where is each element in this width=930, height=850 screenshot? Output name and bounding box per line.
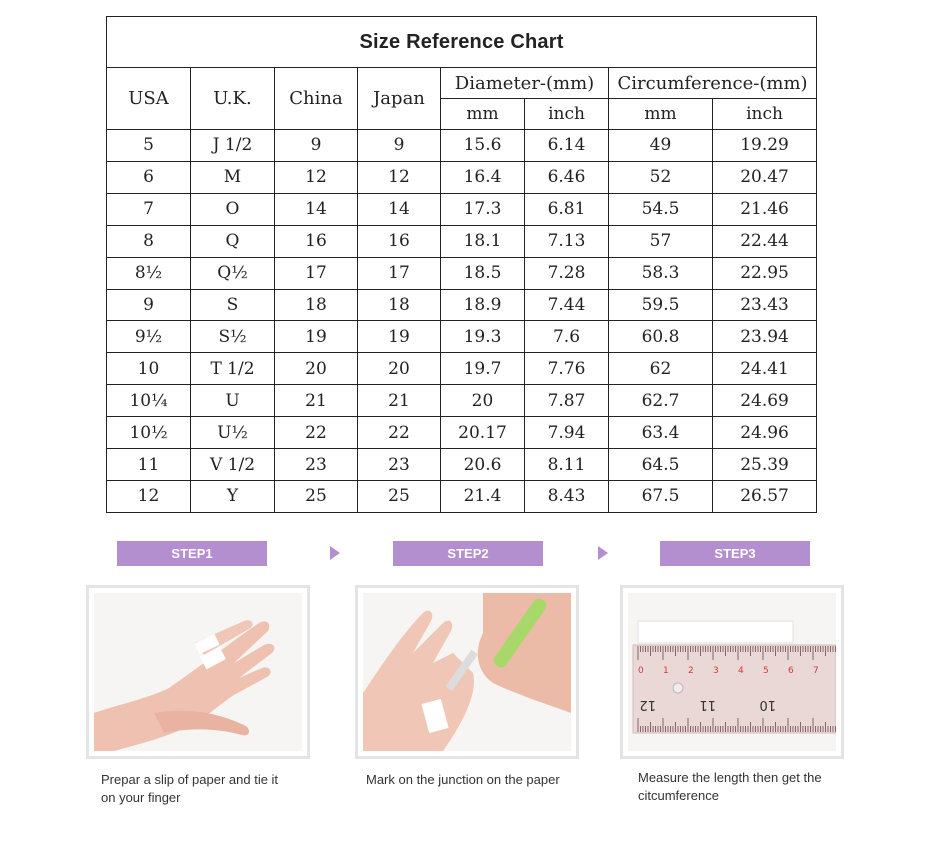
cell-diameter-inch: 8.43 <box>525 480 609 512</box>
cell-china: 22 <box>275 417 358 449</box>
step2-photo <box>355 585 579 759</box>
cell-diameter-mm: 20.17 <box>441 417 525 449</box>
cell-diameter-inch: 7.87 <box>525 385 609 417</box>
cell-circumference-inch: 24.96 <box>713 417 817 449</box>
cell-china: 12 <box>275 161 358 193</box>
cell-uk: Q½ <box>191 257 275 289</box>
cell-circumference-inch: 24.69 <box>713 385 817 417</box>
cell-diameter-inch: 6.81 <box>525 193 609 225</box>
cell-uk: J 1/2 <box>191 130 275 162</box>
ruler-top-number: 1 <box>663 666 669 676</box>
cell-japan: 12 <box>358 161 441 193</box>
table-row <box>107 480 817 512</box>
cell-uk: S <box>191 289 275 321</box>
cell-diameter-mm: 18.5 <box>441 257 525 289</box>
table-row <box>107 321 817 353</box>
header-uk: U.K. <box>191 68 275 130</box>
cell-circumference-inch: 23.43 <box>713 289 817 321</box>
cell-japan: 17 <box>358 257 441 289</box>
cell-china: 19 <box>275 321 358 353</box>
step2-caption-line1: Mark on the junction on the paper <box>366 772 560 787</box>
cell-uk: V 1/2 <box>191 449 275 481</box>
cell-usa: 7 <box>107 193 191 225</box>
cell-diameter-mm: 18.9 <box>441 289 525 321</box>
header-japan: Japan <box>358 68 441 130</box>
cell-circumference-inch: 26.57 <box>713 480 817 512</box>
cell-circumference-mm: 54.5 <box>609 193 713 225</box>
ruler-top-number: 2 <box>688 666 694 676</box>
cell-circumference-mm: 58.3 <box>609 257 713 289</box>
cell-circumference-mm: 62 <box>609 353 713 385</box>
cell-circumference-inch: 20.47 <box>713 161 817 193</box>
cell-diameter-mm: 20.6 <box>441 449 525 481</box>
ruler-top-number: 0 <box>638 666 644 676</box>
cell-circumference-inch: 22.44 <box>713 225 817 257</box>
cell-circumference-mm: 62.7 <box>609 385 713 417</box>
cell-diameter-inch: 7.76 <box>525 353 609 385</box>
table-row <box>107 225 817 257</box>
subheader-diameter-inch: inch <box>525 99 609 130</box>
step1-caption <box>101 771 278 807</box>
cell-china: 17 <box>275 257 358 289</box>
cell-japan: 25 <box>358 480 441 512</box>
step2-caption <box>366 771 560 789</box>
step-arrow-icon <box>330 546 340 560</box>
table-row <box>107 161 817 193</box>
cell-circumference-mm: 49 <box>609 130 713 162</box>
cell-circumference-mm: 59.5 <box>609 289 713 321</box>
cell-circumference-inch: 21.46 <box>713 193 817 225</box>
table-row <box>107 289 817 321</box>
cell-circumference-mm: 57 <box>609 225 713 257</box>
step3-caption <box>638 769 822 805</box>
ruler-top-number: 4 <box>738 666 744 676</box>
cell-china: 21 <box>275 385 358 417</box>
ruler-top-number: 7 <box>813 666 819 676</box>
cell-diameter-inch: 7.13 <box>525 225 609 257</box>
cell-diameter-mm: 20 <box>441 385 525 417</box>
cell-diameter-inch: 7.94 <box>525 417 609 449</box>
ruler-bottom-number: 10 <box>759 697 776 712</box>
cell-uk: Y <box>191 480 275 512</box>
cell-uk: U½ <box>191 417 275 449</box>
cell-circumference-mm: 63.4 <box>609 417 713 449</box>
cell-diameter-inch: 7.6 <box>525 321 609 353</box>
cell-circumference-mm: 60.8 <box>609 321 713 353</box>
ruler-top-number: 3 <box>713 666 719 676</box>
cell-circumference-inch: 23.94 <box>713 321 817 353</box>
cell-japan: 23 <box>358 449 441 481</box>
pen-marking-paper-illustration <box>363 593 571 751</box>
size-reference-table <box>106 16 817 513</box>
cell-usa: 9½ <box>107 321 191 353</box>
cell-diameter-mm: 16.4 <box>441 161 525 193</box>
cell-circumference-inch: 22.95 <box>713 257 817 289</box>
cell-china: 14 <box>275 193 358 225</box>
cell-china: 9 <box>275 130 358 162</box>
cell-uk: Q <box>191 225 275 257</box>
cell-usa: 6 <box>107 161 191 193</box>
cell-uk: U <box>191 385 275 417</box>
cell-japan: 19 <box>358 321 441 353</box>
cell-circumference-inch: 24.41 <box>713 353 817 385</box>
cell-usa: 9 <box>107 289 191 321</box>
cell-diameter-inch: 6.14 <box>525 130 609 162</box>
header-diameter: Diameter-(mm) <box>441 68 609 99</box>
cell-diameter-mm: 18.1 <box>441 225 525 257</box>
cell-circumference-inch: 19.29 <box>713 130 817 162</box>
cell-usa: 8½ <box>107 257 191 289</box>
cell-diameter-inch: 7.44 <box>525 289 609 321</box>
cell-uk: S½ <box>191 321 275 353</box>
header-china: China <box>275 68 358 130</box>
cell-japan: 16 <box>358 225 441 257</box>
cell-china: 18 <box>275 289 358 321</box>
hand-paper-slip-illustration <box>94 593 302 751</box>
subheader-circumference-mm: mm <box>609 99 713 130</box>
subheader-diameter-mm: mm <box>441 99 525 130</box>
cell-usa: 11 <box>107 449 191 481</box>
cell-diameter-inch: 7.28 <box>525 257 609 289</box>
cell-usa: 10¼ <box>107 385 191 417</box>
cell-uk: M <box>191 161 275 193</box>
table-row <box>107 449 817 481</box>
step1-photo <box>86 585 310 759</box>
cell-circumference-mm: 52 <box>609 161 713 193</box>
step1-caption-line1: Prepar a slip of paper and tie it <box>101 772 279 787</box>
cell-circumference-inch: 25.39 <box>713 449 817 481</box>
subheader-circumference-inch: inch <box>713 99 817 130</box>
cell-circumference-mm: 67.5 <box>609 480 713 512</box>
step3-label: STEP3 <box>660 541 810 566</box>
cell-china: 23 <box>275 449 358 481</box>
step1-label: STEP1 <box>117 541 267 566</box>
cell-usa: 10 <box>107 353 191 385</box>
ruler-illustration <box>628 593 836 751</box>
cell-usa: 5 <box>107 130 191 162</box>
cell-uk: O <box>191 193 275 225</box>
step3-caption-line1: Measure the length then get the <box>638 770 822 785</box>
cell-china: 16 <box>275 225 358 257</box>
table-title: Size Reference Chart <box>107 17 817 68</box>
cell-china: 20 <box>275 353 358 385</box>
table-row <box>107 417 817 449</box>
table-row <box>107 130 817 162</box>
cell-japan: 9 <box>358 130 441 162</box>
ruler-top-number: 5 <box>763 666 769 676</box>
step2-label: STEP2 <box>393 541 543 566</box>
cell-uk: T 1/2 <box>191 353 275 385</box>
table-row <box>107 193 817 225</box>
cell-usa: 12 <box>107 480 191 512</box>
cell-usa: 8 <box>107 225 191 257</box>
cell-china: 25 <box>275 480 358 512</box>
header-circumference: Circumference-(mm) <box>609 68 817 99</box>
cell-usa: 10½ <box>107 417 191 449</box>
table-row <box>107 385 817 417</box>
ruler-bottom-number: 12 <box>639 697 656 712</box>
ruler-top-number: 6 <box>788 666 794 676</box>
step3-caption-line2: citcumference <box>638 788 719 803</box>
cell-diameter-mm: 21.4 <box>441 480 525 512</box>
table-row <box>107 257 817 289</box>
cell-japan: 21 <box>358 385 441 417</box>
ruler-bottom-number: 11 <box>699 697 716 712</box>
cell-diameter-mm: 19.7 <box>441 353 525 385</box>
cell-diameter-inch: 8.11 <box>525 449 609 481</box>
step3-photo <box>620 585 844 759</box>
cell-japan: 18 <box>358 289 441 321</box>
step-arrow-icon <box>598 546 608 560</box>
header-usa: USA <box>107 68 191 130</box>
cell-diameter-inch: 6.46 <box>525 161 609 193</box>
cell-circumference-mm: 64.5 <box>609 449 713 481</box>
cell-diameter-mm: 17.3 <box>441 193 525 225</box>
cell-japan: 14 <box>358 193 441 225</box>
cell-diameter-mm: 15.6 <box>441 130 525 162</box>
cell-japan: 22 <box>358 417 441 449</box>
cell-japan: 20 <box>358 353 441 385</box>
step1-caption-line2: on your finger <box>101 790 181 805</box>
cell-diameter-mm: 19.3 <box>441 321 525 353</box>
table-row <box>107 353 817 385</box>
